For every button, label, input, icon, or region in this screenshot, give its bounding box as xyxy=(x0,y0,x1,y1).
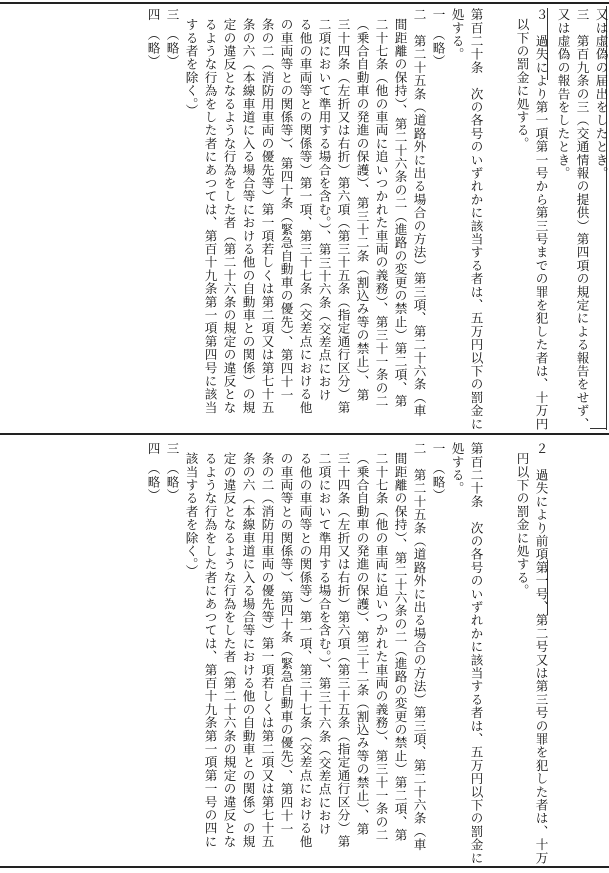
revised-text-column: の車両等との関係等）、第四十条（緊急自動車の優先）、第四十一 xyxy=(278,452,294,836)
revised-text-column: 二項において準用する場合を含む。）、第三十六条（交差点におけ xyxy=(316,452,332,836)
revised-text-column: 該当する者を除く。） xyxy=(183,452,199,578)
current-text-column: 二項において準用する場合を含む。）、第三十六条（交差点におけ xyxy=(316,18,332,402)
revised-text-column: 四 （略） xyxy=(145,442,161,502)
revised-text-column: 定の違反となるような行為をした者（第二十六条の規定の違反とな xyxy=(221,452,237,848)
middle-rule xyxy=(0,433,609,435)
current-text-column: 定の違反となるような行為をした者（第二十六条の規定の違反とな xyxy=(221,18,237,414)
amendment-bracket-foot xyxy=(590,428,606,429)
current-text-column: の車両等との関係等）、第四十条（緊急自動車の優先）、第四十一 xyxy=(278,18,294,402)
current-text-column: 四 （略） xyxy=(145,8,161,68)
current-text-column: 第百二十条 次の各号のいずれかに該当する者は、五万円以下の罰金に xyxy=(468,8,484,431)
revised-text-column: 三 （略） xyxy=(164,442,180,502)
current-text-column: （乗合自動車の発進の保護）、第三十二条（割込み等の禁止）、第 xyxy=(354,18,370,402)
revised-text-column: るような行為をした者にあつては、第百十九条第一項第一号の四に xyxy=(202,452,218,848)
revised-text-column: 条の二（消防用車両の優先等）第一項若しくは第二項又は第七十五 xyxy=(259,452,275,848)
revised-text-column: 円以下の罰金に処する。 xyxy=(514,452,530,598)
current-text-column: 又は虚偽の報告をしたとき。 xyxy=(555,8,571,180)
bottom-rule xyxy=(0,866,609,868)
current-text-column: 間距離の保持）、第二十六条の二（進路の変更の禁止）第二項、第 xyxy=(392,18,408,408)
revised-text-column: （乗合自動車の発進の保護）、第三十二条（割込み等の禁止）、第 xyxy=(354,452,370,836)
current-text-column: 条の六（本線車道に入る場合等における他の自動車との関係）の規 xyxy=(240,18,256,414)
revised-text-column: 三十四条（左折又は右折）第六項（第三十五条（指定通行区分）第 xyxy=(335,452,351,848)
revised-text-column: る他の車両等との関係等）第一項、第三十七条（交差点における他 xyxy=(297,452,313,848)
current-text-column: る他の車両等との関係等）第一項、第三十七条（交差点における他 xyxy=(297,18,313,414)
current-text-column: する者を除く。） xyxy=(183,18,199,118)
current-text-column: 二 第二十五条（道路外に出る場合の方法）第三項、第二十六条（車 xyxy=(411,8,427,418)
current-text-column: 三 （略） xyxy=(164,8,180,68)
revised-text-column: 第百二十条 次の各号のいずれかに該当する者は、五万円以下の罰金に xyxy=(468,442,484,865)
current-text-column: 三十四条（左折又は右折）第六項（第三十五条（指定通行区分）第 xyxy=(335,18,351,414)
current-text-column: 処する。 xyxy=(449,8,465,61)
revised-text-column: ２ 過失により前項第一号、第二号又は第三号の罪を犯した者は、十万 xyxy=(533,442,549,865)
current-text-column: 二十七条（他の車両に追いつかれた車両の義務）、第三十一条の二 xyxy=(373,18,389,408)
revised-text-column: 二 第二十五条（道路外に出る場合の方法）第三項、第二十六条（車 xyxy=(411,442,427,852)
revised-text-column: 一 （略） xyxy=(430,442,446,502)
current-text-column: ３ 過失により第一項第一号から第三号までの罪を犯した者は、十万円 xyxy=(533,8,549,431)
current-text-column: 条の二（消防用車両の優先等）第一項若しくは第二項又は第七十五 xyxy=(259,18,275,414)
current-text-column: るような行為をした者にあつては、第百十九条第一項第四号に該当 xyxy=(202,18,218,414)
current-text-column: 三 第百九条の三（交通情報の提供）第四項の規定による報告をせず、 xyxy=(574,8,590,431)
revised-text-column: 処する。 xyxy=(449,442,465,495)
revised-text-column: 二十七条（他の車両に追いつかれた車両の義務）、第三十一条の二 xyxy=(373,452,389,842)
revised-text-column: 条の六（本線車道に入る場合等における他の自動車との関係）の規 xyxy=(240,452,256,848)
top-rule xyxy=(0,2,609,4)
revised-text-column: 間距離の保持）、第二十六条の二（進路の変更の禁止）第二項、第 xyxy=(392,452,408,842)
current-text-column: 以下の罰金に処する。 xyxy=(514,18,530,150)
current-text-column: 一 （略） xyxy=(430,8,446,68)
current-text-column: 又は虚偽の届出をしたとき。 xyxy=(593,8,609,180)
